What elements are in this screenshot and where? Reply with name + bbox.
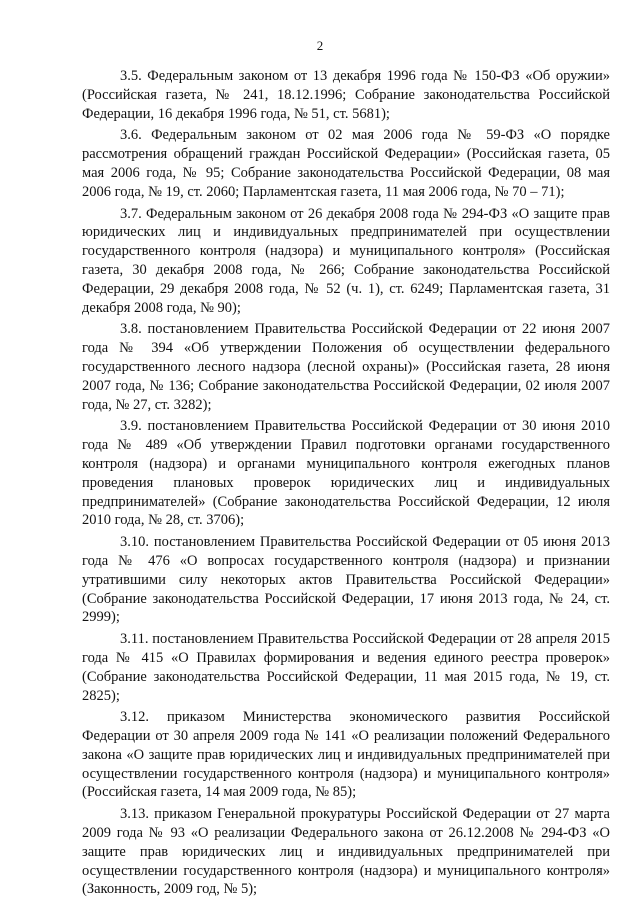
list-item: 3.7. Федеральным законом от 26 декабря 2008 года № 294-ФЗ «О защите прав юридических лиц и индивидуальных предпринимателей при осуществлении государственного контроля (надзора) и муниципального контроля» (Российская газета, 30 декабря 2008 года, № 266; Собрание законодательства Российской Федерации, 29 декабря 2008 года, № 52 (ч. 1), ст. 6249; Парламентская газета, 31 декабря 2008 года, № 90); [82, 205, 610, 316]
list-item: 3.13. приказом Генеральной прокуратуры Российской Федерации от 27 марта 2009 года № 93 «О реализации Федерального закона от 26.12.2008 № 294-ФЗ «О защите прав юридических лиц и индивидуальных предпринимателей при осуществлении государственного контроля (надзора) и муниципального контроля» (Законность, 2009 год, № 5); [82, 806, 610, 898]
list-item: 3.12. приказом Министерства экономического развития Российской Федерации от 30 апреля 2009 года № 141 «О реализации положений Федерального закона «О защите прав юридических лиц и индивидуальных предпринимателей при осуществлении государственного контроля (надзора) и муниципального контроля» (Российская газета, 14 мая 2009 года, № 85); [82, 709, 610, 801]
list-item: 3.8. постановлением Правительства Российской Федерации от 22 июня 2007 года № 394 «Об утверждении Положения об осуществлении федерального государственного лесного надзора (лесной охраны)» (Российская газета, 28 июня 2007 года, № 136; Собрание законодательства Российской Федерации, 02 июля 2007 года, № 27, ст. 3282); [82, 321, 610, 413]
list-item: 3.10. постановлением Правительства Российской Федерации от 05 июня 2013 года № 476 «О вопросах государственного контроля (надзора) и признании утратившими силу некоторых актов Правительства Российской Федерации» (Собрание законодательства Российской Федерации, 17 июня 2013 года, № 24, ст. 2999); [82, 534, 610, 626]
list-item: 3.6. Федеральным законом от 02 мая 2006 года № 59-ФЗ «О порядке рассмотрения обращений граждан Российской Федерации» (Российская газета, 05 мая 2006 года, № 95; Собрание законодательства Российской Федерации, 08 мая 2006 года, № 19, ст. 2060; Парламентская газета, 11 мая 2006 года, № 70 – 71); [82, 127, 610, 200]
list-item: 3.9. постановлением Правительства Российской Федерации от 30 июня 2010 года № 489 «Об утверждении Правил подготовки органами государственного контроля (надзора) и органами муниципального контроля ежегодных планов проведения плановых проверок юридических лиц и индивидуальных предпринимателей» (Собрание законодательства Российской Федерации, 12 июля 2010 года, № 28, ст. 3706); [82, 418, 610, 529]
document-body [82, 67, 610, 902]
page-number: 2 [316, 38, 324, 53]
list-item: 3.11. постановлением Правительства Российской Федерации от 28 апреля 2015 года № 415 «О Правилах формирования и ведения единого реестра проверок» (Собрание законодательства Российской Федерации, 11 мая 2015 года, № 19, ст. 2825); [82, 631, 610, 704]
list-item: 3.5. Федеральным законом от 13 декабря 1996 года № 150-ФЗ «Об оружии» (Российская газета, № 241, 18.12.1996; Собрание законодательства Российской Федерации, 16 декабря 1996 года, № 51, ст. 5681); [82, 68, 610, 122]
